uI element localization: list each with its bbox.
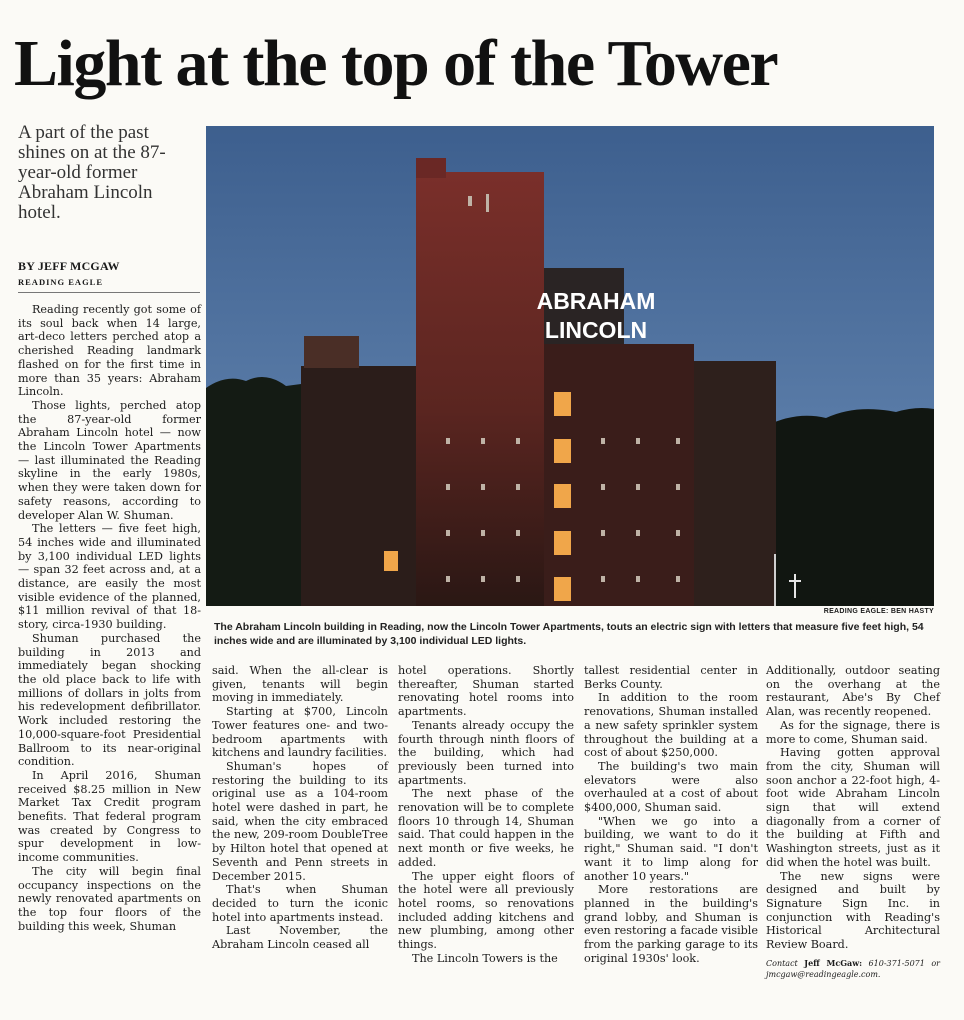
paragraph: said. When the all-clear is given, tenants will begin moving in immediately.: [212, 664, 388, 705]
building-photo: [206, 126, 934, 606]
headline: Light at the top of the Tower: [14, 27, 778, 100]
paragraph: More restorations are planned in the building's grand lobby, and Shuman is even restoring a facade visible from the parking garage to its original 1930s' look.: [584, 883, 759, 965]
paragraph: hotel operations. Shortly thereafter, Shuman started renovating hotel rooms into apartments.: [398, 664, 574, 719]
paragraph: The next phase of the renovation will be to complete floors 10 through 14, Shuman said. That could happen in the next month or five weeks, he added.: [398, 787, 574, 869]
paragraph: In addition to the room renovations, Shuman installed a new safety sprinkler system throughout the building at a cost of about $250,000.: [584, 691, 758, 760]
paragraph: Additionally, outdoor seating on the overhang at the restaurant, Abe's By Chef Alan, was recently reopened.: [766, 664, 940, 719]
trees-right: [766, 408, 934, 606]
paragraph: Tenants already occupy the fourth through ninth floors of the building, which had previously been turned into apartments.: [398, 718, 574, 787]
article-column-4: [584, 664, 758, 965]
paragraph: As for the signage, there is more to come, Shuman said.: [766, 718, 940, 746]
trees-left: [206, 377, 301, 606]
byline: [18, 259, 200, 287]
contact-info: 610-371-5071 or jmcgaw@readingeagle.com.: [766, 958, 940, 979]
paragraph: The city will begin final occupancy inspections on the newly renovated apartments on the top four floors of the building this week, Shuman: [18, 864, 201, 933]
sign-line-2: LINCOLN: [544, 317, 648, 343]
byline-author: BY JEFF MCGAW: [18, 259, 120, 273]
paragraph: Those lights, perched atop the 87-year-old former Abraham Lincoln hotel — now the Lincoln Tower Apartments — last illuminated the Reading skyline in the early 1980s, when they were taken down for safety reasons, according to developer Alan W. Shuman.: [18, 398, 201, 522]
building-photo-illustration: [206, 126, 934, 606]
paragraph: The new signs were designed and built by Signature Sign Inc. in conjunction with Reading's Historical Architectural Review Board.: [766, 869, 940, 952]
paragraph: Shuman's hopes of restoring the building to its original use as a 104-room hotel were dashed in part, he said, when the city embraced the new, 209-room DoubleTree by Hilton hotel that opened at Seventh and Penn streets in December 2015.: [212, 759, 388, 883]
paragraph: In April 2016, Shuman received $8.25 million in New Market Tax Credit program benefits. That federal program was created by Congress to spur development in low-income communities.: [18, 768, 201, 865]
tower-lower: [544, 344, 694, 606]
photo-credit: READING EAGLE: BEN HASTY: [823, 608, 934, 615]
deck-subtitle: A part of the past shines on at the 87-year-old former Abraham Lincoln hotel.: [18, 122, 166, 223]
contact-label: Contact: [766, 958, 798, 968]
cross-horizontal: [789, 580, 801, 582]
paragraph: "When we go into a building, we want to do it right," Shuman said. "I don't want it to limp along for another 10 years.": [584, 814, 758, 883]
building-left-wing: [301, 366, 421, 606]
cross-vertical: [794, 574, 796, 598]
paragraph: That's when Shuman decided to turn the iconic hotel into apartments instead.: [212, 883, 388, 924]
byline-organization: READING EAGLE: [18, 277, 104, 287]
article-column-5: [766, 664, 940, 980]
paragraph: Starting at $700, Lincoln Tower features one- and two-bedroom apartments with kitchens and laundry facilities.: [212, 705, 388, 760]
contact-line: [766, 958, 940, 980]
paragraph: Last November, the Abraham Lincoln ceased all: [212, 924, 388, 952]
paragraph: The Lincoln Towers is the: [412, 951, 558, 965]
paragraph: Shuman purchased the building in 2013 and immediately began shocking the old place back to life with millions of dollars in jolts from his redevelopment defibrillator. Work included restoring the 10,000-square-foot Presidential Ballroom to its near-original condition.: [18, 631, 201, 769]
article-column-3: [398, 664, 574, 965]
building-left-bulkhead: [304, 336, 359, 368]
article-column-2: [212, 664, 388, 952]
byline-rule: [18, 292, 200, 293]
street-lamp-pole: [774, 554, 776, 606]
article-column-1: [18, 303, 201, 933]
contact-name: Jeff McGaw:: [804, 957, 863, 968]
building-right-wing: [686, 361, 776, 606]
tower: [416, 172, 544, 606]
paragraph: Having gotten approval from the city, Shuman will soon anchor a 22-foot high, 4-foot wide Abraham Lincoln sign that will extend diagonally from a corner of the building at Fifth and Washington streets, just as it did when the hotel was built.: [766, 746, 940, 869]
tower-top-block: [416, 158, 446, 178]
sign-line-1: ABRAHAM: [536, 288, 656, 314]
paragraph: The letters — five feet high, 54 inches wide and illuminated by 3,100 individual LED lights — span 32 feet across and, at a distance, are easily the most visible evidence of the planned, $11 million revival of that 18-story, circa-1930 building.: [18, 522, 201, 632]
paragraph: Reading recently got some of its soul back when 14 large, art-deco letters perched atop a cherished Reading landmark flashed on for the first time in more than 35 years: Abraham Lincoln.: [18, 303, 201, 399]
paragraph: The building's two main elevators were also overhauled at a cost of about $400,000, Shuman said.: [584, 759, 758, 815]
photo-caption: The Abraham Lincoln building in Reading, now the Lincoln Tower Apartments, touts an electric sign with letters that measure five feet high, 54 inches wide and are illuminated by 3,100 individual LED lights.: [214, 621, 924, 647]
paragraph: The upper eight floors of the hotel were all previously hotel rooms, so renovations included adding kitchens and new plumbing, among other things.: [398, 869, 574, 952]
paragraph: tallest residential center in Berks County.: [584, 664, 758, 691]
